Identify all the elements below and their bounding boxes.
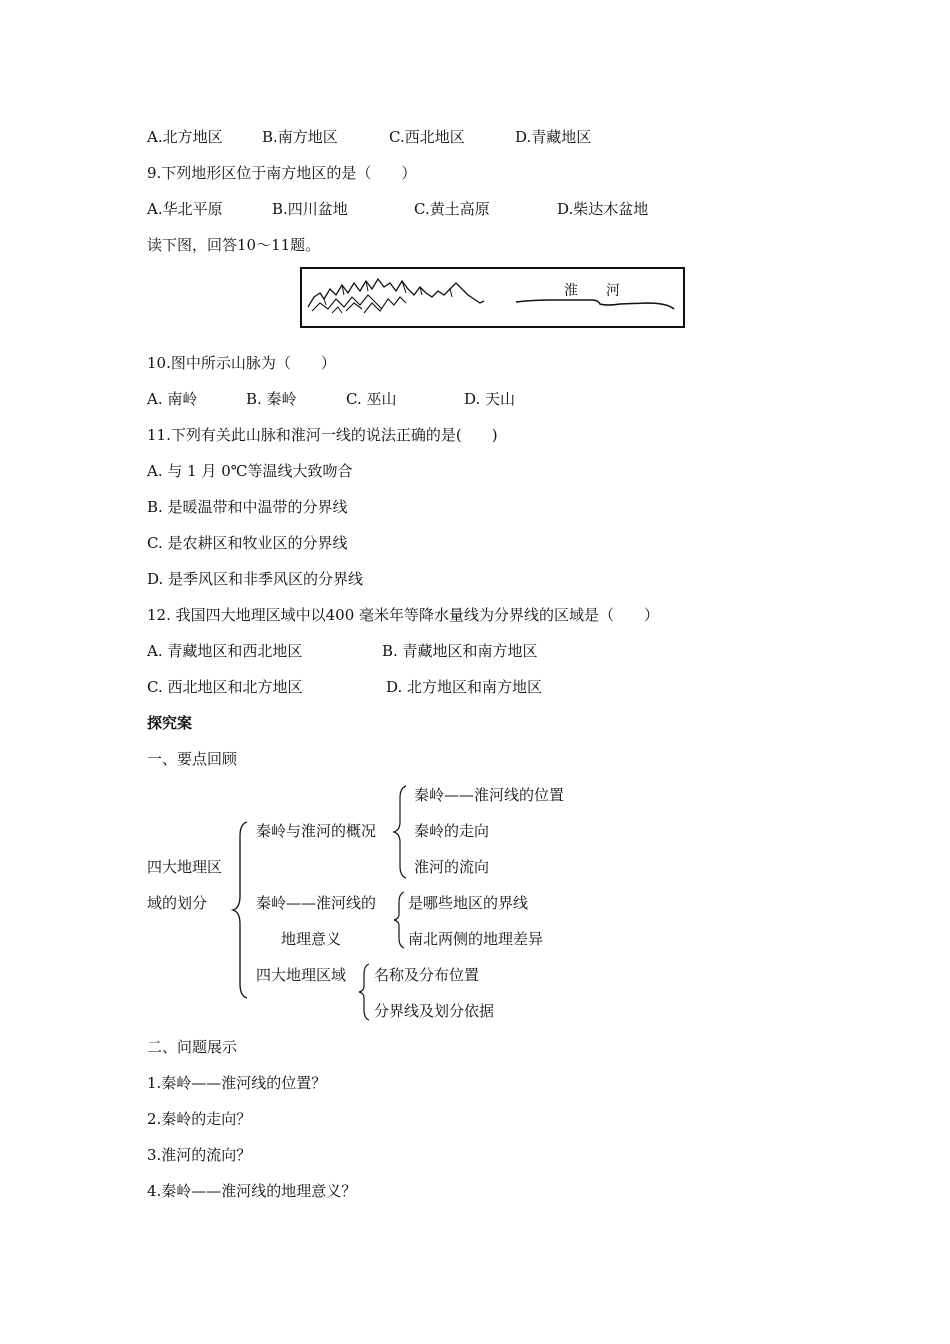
problem-2: 2.秦岭的走向？	[147, 1110, 252, 1128]
q9-stem: 9.下列地形区位于南方地区的是（ ）	[147, 164, 417, 182]
outline-root-line2: 域的划分	[147, 894, 208, 912]
branch2-brace	[392, 890, 406, 950]
mountain-river-sketch	[302, 269, 683, 326]
q11-option-d: D. 是季风区和非季风区的分界线	[147, 570, 364, 588]
q9-option-d: D.柴达木盆地	[557, 200, 649, 218]
q12-stem: 12. 我国四大地理区域中以400 毫米年等降水量线为分界线的区域是（ ）	[147, 606, 660, 624]
main-brace	[230, 820, 250, 1000]
q11-option-b: B. 是暖温带和中温带的分界线	[147, 498, 348, 516]
branch1-item3: 淮河的流向	[414, 858, 490, 876]
branch2-label-line2: 地理意义	[281, 930, 342, 948]
problem-1: 1.秦岭——淮河线的位置？	[147, 1074, 327, 1092]
river-label-char2: 河	[606, 283, 620, 299]
q9-option-c: C.黄土高原	[414, 200, 490, 218]
q12-option-a: A. 青藏地区和西北地区	[147, 642, 303, 660]
q11-option-a: A. 与 1 月 0℃等温线大致吻合	[147, 462, 353, 480]
q8-option-a: A.北方地区	[147, 128, 223, 146]
q11-option-c: C. 是农耕区和牧业区的分界线	[147, 534, 348, 552]
branch2-item1: 是哪些地区的界线	[408, 894, 529, 912]
q10-stem: 10.图中所示山脉为（ ）	[147, 354, 336, 372]
q10-option-c: C. 巫山	[346, 390, 397, 408]
branch1-label: 秦岭与淮河的概况	[256, 822, 377, 840]
q8-option-b: B.南方地区	[262, 128, 338, 146]
q11-stem: 11.下列有关此山脉和淮河一线的说法正确的是( )	[147, 426, 498, 444]
q8-option-d: D.青藏地区	[515, 128, 592, 146]
q10-option-d: D. 天山	[464, 390, 516, 408]
review-title: 一、要点回顾	[147, 750, 238, 768]
outline-root-line1: 四大地理区	[147, 858, 223, 876]
q12-option-b: B. 青藏地区和南方地区	[382, 642, 538, 660]
branch3-item1: 名称及分布位置	[374, 966, 480, 984]
q12-option-d: D. 北方地区和南方地区	[386, 678, 543, 696]
branch1-item2: 秦岭的走向	[414, 822, 490, 840]
q8-option-c: C.西北地区	[389, 128, 465, 146]
problem-4: 4.秦岭——淮河线的地理意义？	[147, 1182, 357, 1200]
problems-title: 二、问题展示	[147, 1038, 238, 1056]
problem-3: 3.淮河的流向？	[147, 1146, 252, 1164]
branch3-item2: 分界线及划分依据	[374, 1002, 495, 1020]
q9-option-a: A.华北平原	[147, 200, 223, 218]
branch3-brace	[357, 962, 371, 1022]
branch3-label: 四大地理区域	[256, 966, 347, 984]
read-instruction: 读下图，回答10～11题。	[147, 236, 321, 254]
huai-river-line	[516, 300, 674, 309]
river-label-char1: 淮	[564, 283, 578, 299]
branch2-label-line1: 秦岭——淮河线的	[256, 894, 377, 912]
mountain-river-figure	[300, 267, 685, 328]
section-title: 探究案	[147, 714, 193, 732]
branch1-item1: 秦岭——淮河线的位置	[414, 786, 565, 804]
q12-option-c: C. 西北地区和北方地区	[147, 678, 303, 696]
branch2-item2: 南北两侧的地理差异	[408, 930, 544, 948]
q9-option-b: B.四川盆地	[272, 200, 348, 218]
branch1-brace	[392, 784, 408, 880]
q10-option-b: B. 秦岭	[246, 390, 297, 408]
q10-option-a: A. 南岭	[147, 390, 198, 408]
